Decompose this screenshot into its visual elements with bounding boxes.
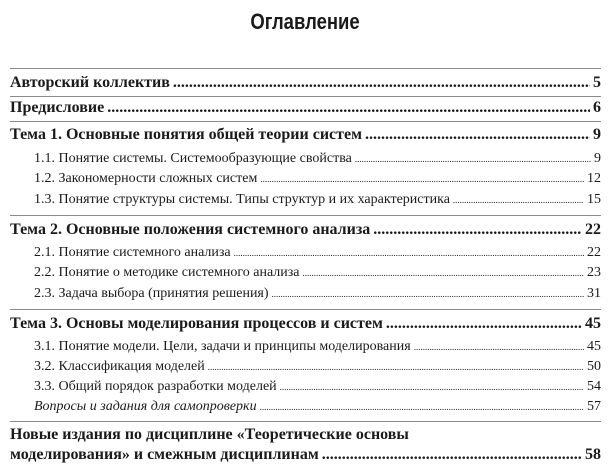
toc-page-number: 54 [587, 379, 601, 394]
toc-entry-topic-2[interactable] [10, 221, 601, 239]
dot-leader [260, 174, 584, 184]
toc-page-number: 58 [585, 446, 601, 463]
toc-entry-new-editions-line-1[interactable]: Новые издания по дисциплине «Теоретические основы [10, 426, 409, 443]
dot-leader [260, 402, 584, 412]
divider [10, 121, 601, 122]
toc-page-number: 22 [585, 221, 601, 238]
toc-entry-questions[interactable] [34, 399, 601, 415]
dot-leader [303, 268, 584, 278]
toc-entry-label: 2.2. Понятие о методике системного анализа [34, 265, 300, 280]
toc-entry-label: 1.1. Понятие системы. Системообразующие свойства [34, 151, 352, 166]
dot-leader [355, 154, 591, 164]
divider [10, 421, 601, 422]
toc-entry-label: 1.3. Понятие структуры системы. Типы структур и их характеристика [34, 192, 450, 207]
toc-entry-1-3[interactable] [34, 192, 601, 208]
dot-leader [453, 195, 584, 205]
toc-page-number: 23 [587, 265, 601, 280]
toc-page-number: 6 [593, 99, 601, 116]
dot-leader [414, 342, 584, 352]
toc-page-number: 9 [594, 151, 601, 166]
toc-entry-label: моделирования» и смежным дисциплинам [10, 446, 319, 463]
toc-entry-label: Тема 3. Основы моделирования процессов и систем [10, 315, 383, 332]
toc-entry-2-1[interactable] [34, 245, 601, 261]
toc-page-number: 15 [587, 192, 601, 207]
dot-leader [386, 315, 582, 333]
toc-entry-topic-3[interactable] [10, 315, 601, 333]
toc-entry-new-editions[interactable] [10, 446, 601, 464]
divider [10, 309, 601, 310]
toc-entry-label: 2.1. Понятие системного анализа [34, 245, 231, 260]
dot-leader [322, 446, 582, 464]
dot-leader [234, 248, 584, 258]
toc-entry-label: 1.2. Закономерности сложных систем [34, 171, 258, 186]
toc-page-number: 45 [587, 339, 601, 354]
toc-entry-authors[interactable] [10, 74, 601, 92]
toc-entry-label: Тема 1. Основные понятия общей теории систем [10, 126, 363, 143]
dot-leader [208, 362, 584, 372]
toc-entry-preface[interactable] [10, 99, 601, 117]
toc-entry-2-2[interactable] [34, 265, 601, 281]
toc-page-number: 12 [587, 171, 601, 186]
toc-entry-label: 3.2. Классификация моделей [34, 359, 205, 374]
toc-page-number: 45 [585, 315, 601, 332]
divider [10, 96, 601, 97]
dot-leader [107, 99, 590, 117]
toc-entry-label: 3.1. Понятие модели. Цели, задачи и принципы моделирования [34, 339, 411, 354]
toc-entry-3-3[interactable] [34, 379, 601, 395]
toc-entry-1-1[interactable] [34, 151, 601, 167]
divider [10, 215, 601, 216]
page-title: Оглавление [250, 9, 360, 34]
toc-entry-label: 3.3. Общий порядок разработки моделей [34, 379, 277, 394]
toc-entry-1-2[interactable] [34, 171, 601, 187]
toc-page-number: 22 [587, 245, 601, 260]
toc-entry-label: Предисловие [10, 99, 105, 116]
dot-leader [280, 382, 584, 392]
divider [10, 68, 601, 69]
toc-page-number: 50 [587, 359, 601, 374]
toc-entry-3-1[interactable] [34, 339, 601, 355]
toc-page-number: 31 [587, 286, 601, 301]
dot-leader [272, 289, 584, 299]
toc-entry-label: Вопросы и задания для самопроверки [34, 399, 257, 414]
dot-leader [173, 74, 590, 92]
toc-page-number: 9 [593, 126, 601, 143]
toc-page-number: 5 [593, 74, 601, 91]
dot-leader [365, 126, 590, 144]
toc-entry-3-2[interactable] [34, 359, 601, 375]
dot-leader [373, 221, 582, 239]
toc-page-number: 57 [587, 399, 601, 414]
toc-entry-label: 2.3. Задача выбора (принятия решения) [34, 286, 269, 301]
toc-entry-2-3[interactable] [34, 286, 601, 302]
toc-entry-label: Авторский коллектив [10, 74, 170, 91]
toc-entry-topic-1[interactable] [10, 126, 601, 144]
toc-entry-label: Тема 2. Основные положения системного анализа [10, 221, 371, 238]
